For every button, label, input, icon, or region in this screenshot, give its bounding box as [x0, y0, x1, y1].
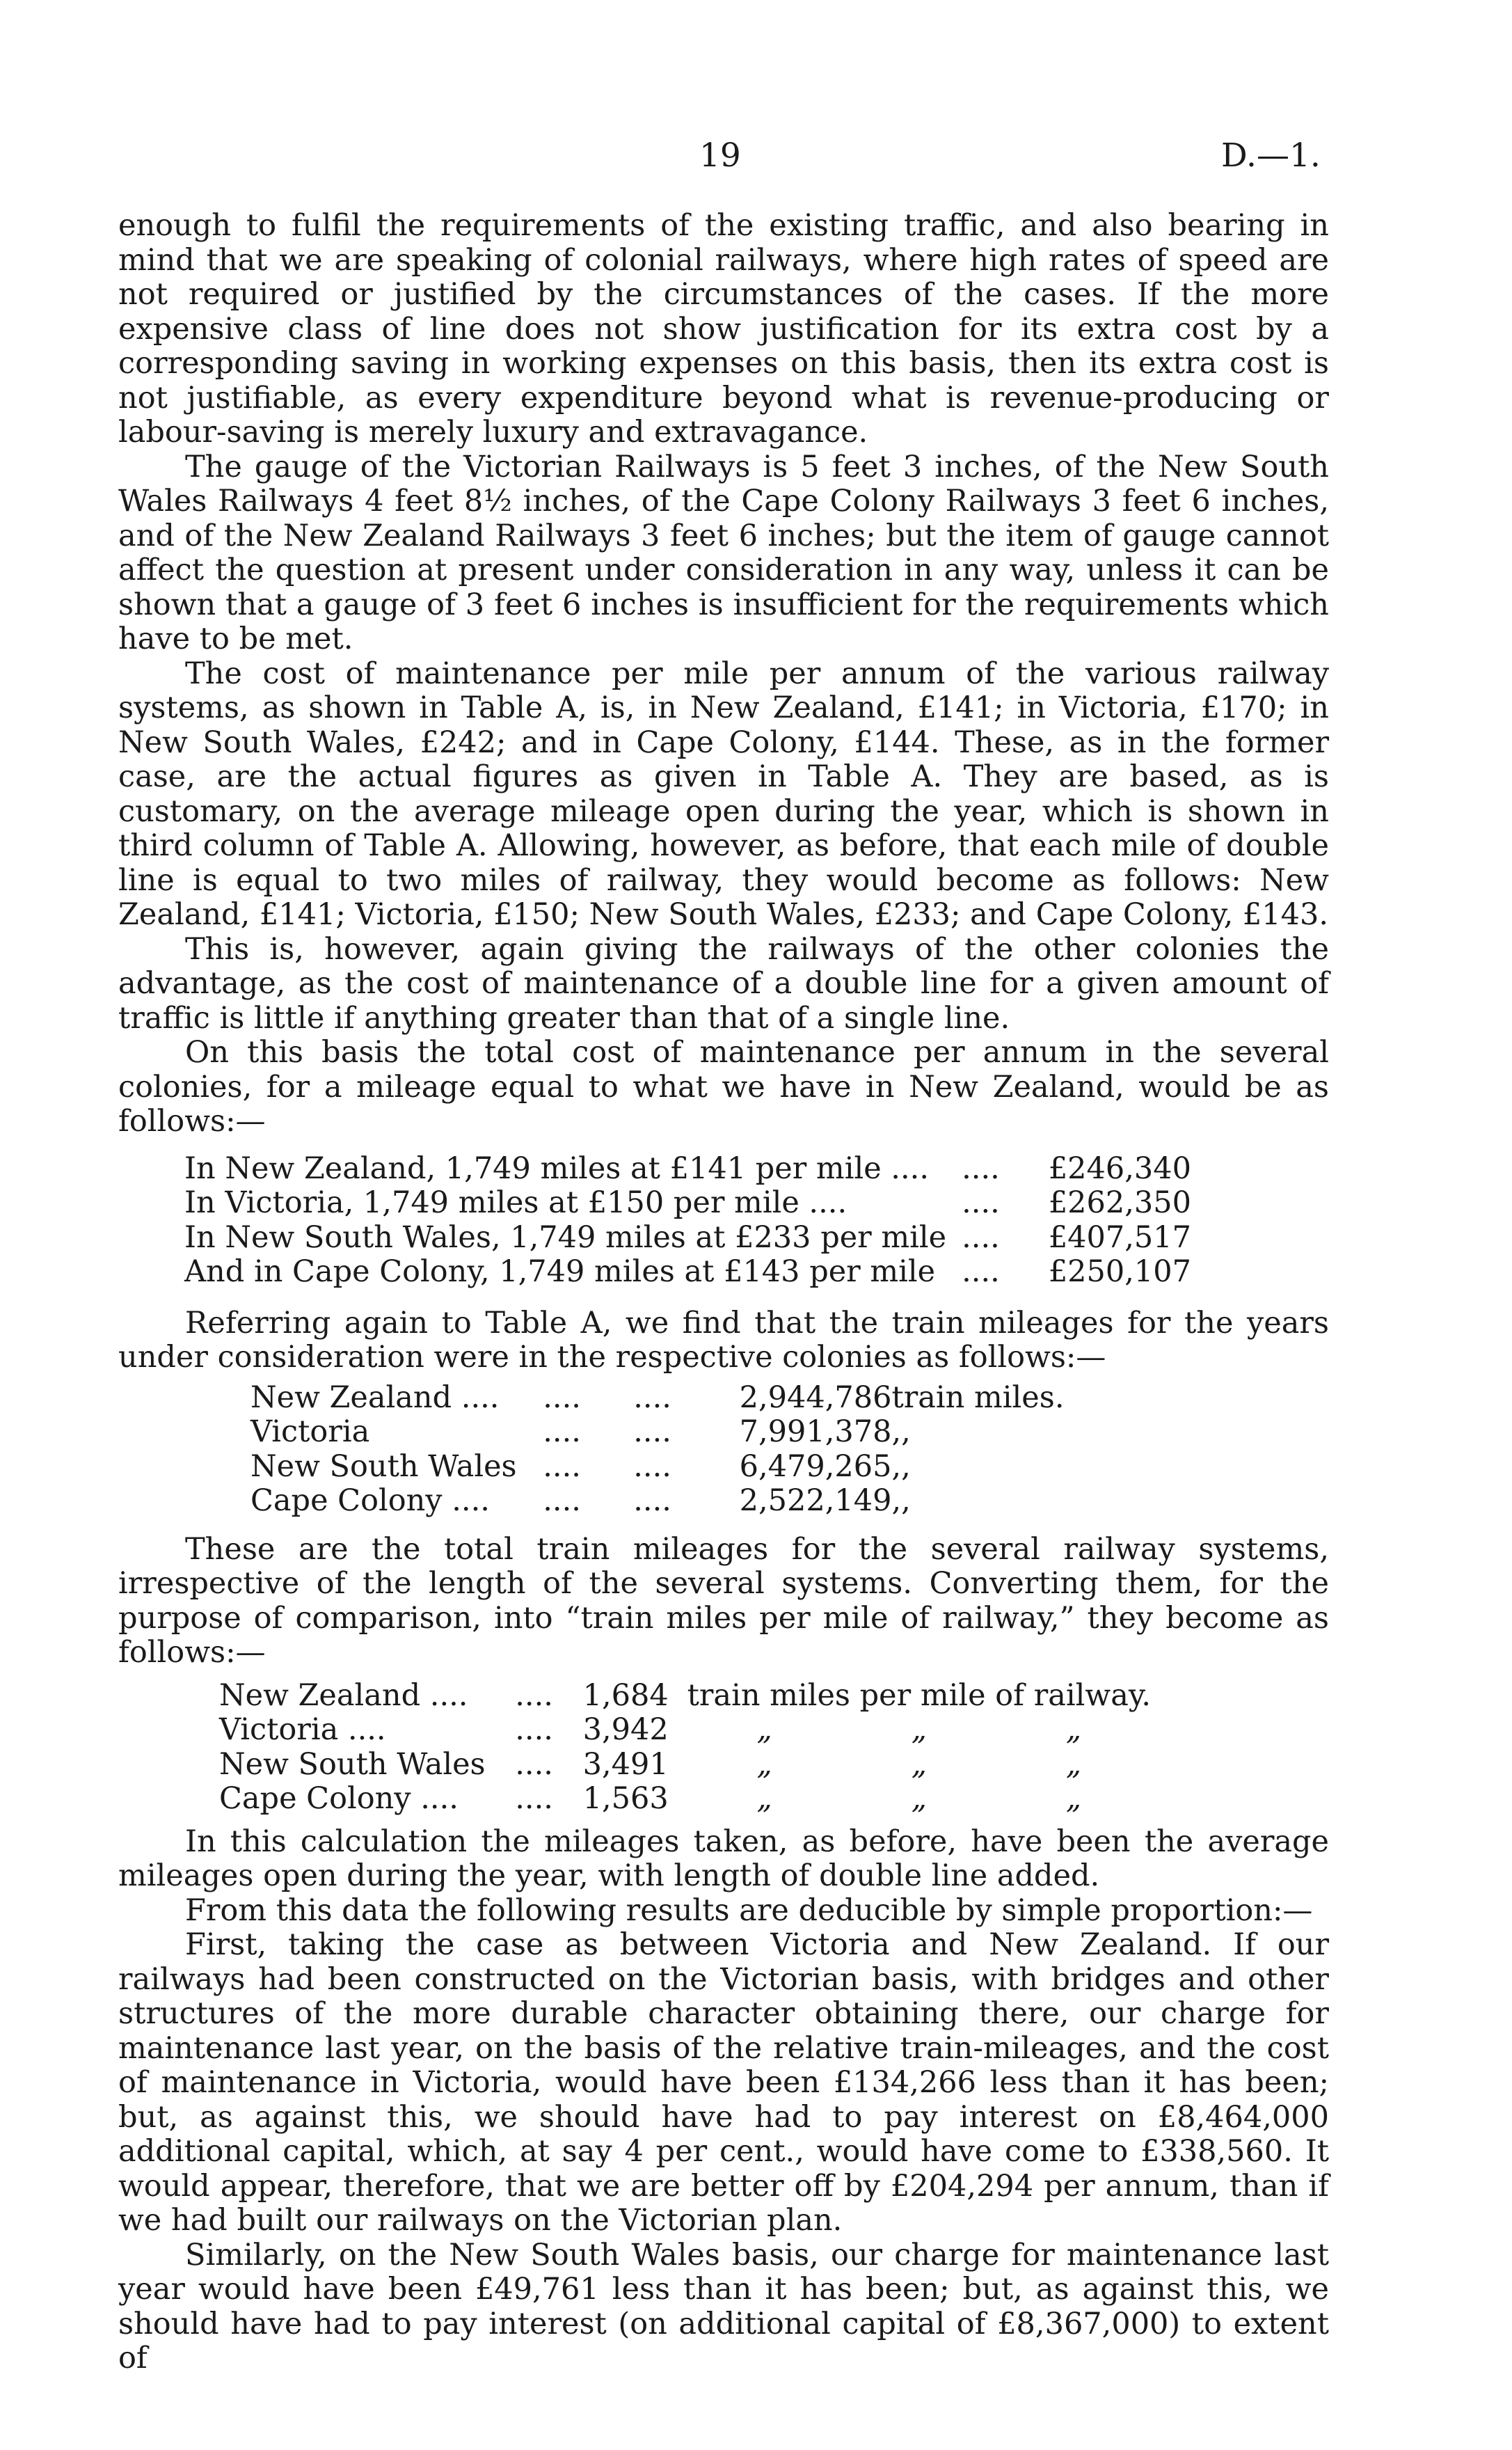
leader-dots: .... [543, 1448, 581, 1484]
table-row [250, 1450, 1065, 1485]
mileage-value: 2,944,786 [739, 1380, 892, 1415]
row-amount: £407,517 [1048, 1219, 1191, 1255]
ditto-mark: „ [911, 1781, 927, 1816]
table-row [184, 1186, 1191, 1221]
ditto-mark: „ [1065, 1712, 1082, 1747]
paragraph: The gauge of the Victorian Railways is 5 feet 3 inches, of the New South Wales Railways 4 feet 8½ inches, of the Cape Colony Railways 3 feet 6 inches, and of the New Zealand Railways 3 feet 6 inches; but the item of gauge cannot affect the question at present under consideration in any way, unless it can be shown that a gauge of 3 feet 6 inches is insufficient for the requirements which have to be met. [118, 449, 1329, 656]
colony-name: New Zealand .... [219, 1677, 468, 1713]
colony-name: New South Wales [219, 1746, 486, 1782]
leader-dots: .... [543, 1483, 581, 1518]
row-amount: £246,340 [1048, 1151, 1191, 1186]
table-row [250, 1381, 1065, 1416]
ditto-mark: „ [756, 1712, 772, 1747]
maintenance-cost-table [184, 1152, 1191, 1290]
leader-dots: .... [962, 1254, 1000, 1289]
per-mile-unit: train miles per mile of railway. [687, 1677, 1152, 1713]
paragraph: Referring again to Table A, we find that the train mileages for the years under consideration were in the respective colonies as follows:— [118, 1305, 1329, 1375]
mileage-value: 2,522,149 [739, 1483, 892, 1518]
leader-dots: .... [962, 1219, 1000, 1255]
mileage-unit: ,, [891, 1448, 911, 1484]
paragraph: In this calculation the mileages taken, as before, have been the average mileages open during the year, with length of double line added. [118, 1824, 1329, 1893]
ditto-mark: „ [911, 1712, 927, 1747]
leader-dots: .... [515, 1712, 553, 1747]
mileage-unit: ,, [891, 1483, 911, 1518]
per-mile-value: 1,684 [582, 1677, 669, 1713]
ditto-mark: „ [756, 1746, 772, 1782]
train-mileage-table [250, 1381, 1065, 1519]
colony-name: New Zealand .... [250, 1380, 500, 1415]
mileage-unit: train miles. [891, 1380, 1065, 1415]
leader-dots: .... [633, 1448, 671, 1484]
colony-name: New South Wales [250, 1448, 517, 1484]
row-amount: £262,350 [1048, 1185, 1191, 1220]
row-label: In New Zealand, 1,749 miles at £141 per mile .... [184, 1151, 929, 1186]
ditto-mark: „ [911, 1746, 927, 1782]
table-row [219, 1748, 1151, 1783]
per-mile-value: 1,563 [582, 1781, 669, 1816]
leader-dots: .... [515, 1677, 553, 1713]
colony-name: Cape Colony .... [250, 1483, 490, 1518]
ditto-mark: „ [1065, 1746, 1082, 1782]
leader-dots: .... [543, 1380, 581, 1415]
table-row [184, 1221, 1191, 1256]
table-row [219, 1713, 1151, 1748]
per-mile-value: 3,942 [582, 1712, 669, 1747]
per-mile-value: 3,491 [582, 1746, 669, 1782]
table-row [219, 1679, 1151, 1714]
table-row [250, 1484, 1065, 1519]
table-row [184, 1152, 1191, 1187]
paragraph: The cost of maintenance per mile per annum of the various railway systems, as shown in Table A, is, in New Zealand, £141; in Victoria, £170; in New South Wales, £242; and in Cape Colony, £144. These, as in the former case, are the actual figures as given in Table A. They are based, as is customary, on the average mileage open during the year, which is shown in third column of Table A. Allowing, however, as before, that each mile of double line is equal to two miles of railway, they would become as follows: New Zealand, £141; Victoria, £150; New South Wales, £233; and Cape Colony, £143. [118, 656, 1329, 932]
leader-dots: .... [962, 1185, 1000, 1220]
paragraph: Similarly, on the New South Wales basis, our charge for maintenance last year would have been £49,761 less than it has been; but, as against this, we should have had to pay interest (on additional capital of £8,367,000) to extent of [118, 2237, 1329, 2376]
row-label: In New South Wales, 1,749 miles at £233 per mile [184, 1219, 947, 1255]
table-row [184, 1255, 1191, 1290]
ditto-mark: „ [756, 1781, 772, 1816]
paragraph: These are the total train mileages for the several railway systems, irrespective of the length of the several systems. Converting them, for the purpose of comparison, into “train miles per mile of railway,” they become as follows:— [118, 1531, 1329, 1670]
row-label: And in Cape Colony, 1,749 miles at £143 per mile [184, 1254, 936, 1289]
table-row [219, 1782, 1151, 1817]
page-number: 19 [699, 136, 741, 175]
colony-name: Victoria .... [219, 1712, 386, 1747]
leader-dots: .... [515, 1746, 553, 1782]
leader-dots: .... [633, 1414, 671, 1449]
paragraph: enough to fulfil the requirements of the existing traffic, and also bearing in mind that we are speaking of colonial railways, where high rates of speed are not required or justified by the circumstances of the cases. If the more expensive class of line does not show justification for its extra cost by a corresponding saving in working expenses on this basis, then its extra cost is not justifiable, as every expenditure beyond what is revenue-producing or labour-saving is merely luxury and extravagance. [118, 208, 1329, 450]
paragraph: From this data the following results are deducible by simple proportion:— [185, 1892, 1313, 1928]
row-label: In Victoria, 1,749 miles at £150 per mile .... [184, 1185, 847, 1220]
document-code: D.—1. [1221, 136, 1321, 175]
leader-dots: .... [543, 1414, 581, 1449]
paragraph: This is, however, again giving the railways of the other colonies the advantage, as the cost of maintenance of a double line for a given amount of traffic is little if anything greater than that of a single line. [118, 931, 1329, 1036]
mileage-unit: ,, [891, 1414, 911, 1449]
ditto-mark: „ [1065, 1781, 1082, 1816]
table-row [250, 1415, 1065, 1450]
paragraph: First, taking the case as between Victoria and New Zealand. If our railways had been constructed on the Victorian basis, with bridges and other structures of the more durable character obtaining there, our charge for maintenance last year, on the basis of the relative train-mileages, and the cost of maintenance in Victoria, would have been £134,266 less than it has been; but, as against this, we should have had to pay interest on £8,464,000 additional capital, which, at say 4 per cent., would have come to £338,560. It would appear, therefore, that we are better off by £204,294 per annum, than if we had built our railways on the Victorian plan. [118, 1927, 1329, 2238]
colony-name: Victoria [250, 1414, 370, 1449]
leader-dots: .... [633, 1380, 671, 1415]
leader-dots: .... [962, 1151, 1000, 1186]
body-text [118, 209, 1329, 2376]
train-miles-per-mile-table [219, 1679, 1151, 1817]
leader-dots: .... [633, 1483, 671, 1518]
leader-dots: .... [515, 1781, 553, 1816]
paragraph: On this basis the total cost of maintenance per annum in the several colonies, for a mileage equal to what we have in New Zealand, would be as follows:— [118, 1035, 1329, 1139]
mileage-value: 7,991,378 [739, 1414, 892, 1449]
mileage-value: 6,479,265 [739, 1448, 892, 1484]
colony-name: Cape Colony .... [219, 1781, 459, 1816]
row-amount: £250,107 [1048, 1254, 1191, 1289]
